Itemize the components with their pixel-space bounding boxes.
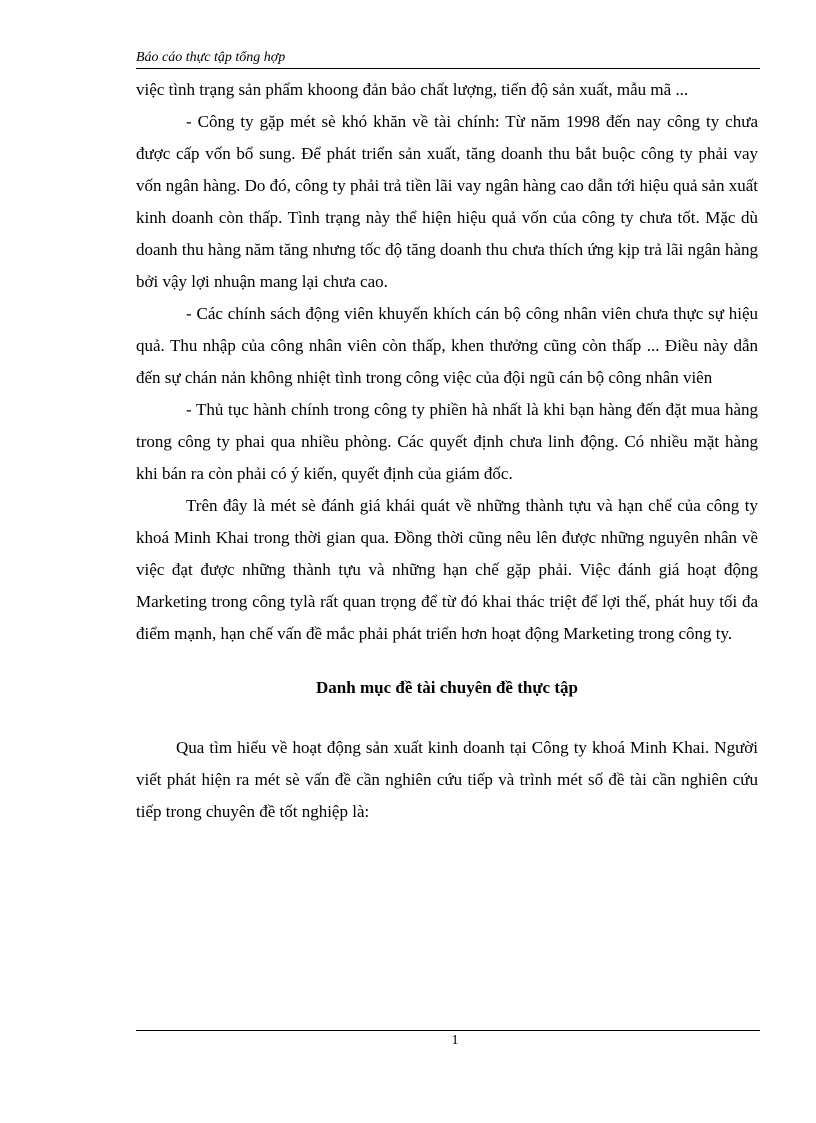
page-header bbox=[136, 48, 760, 69]
paragraph-summary: Trên đây là mét sè đánh giá khái quát về những thành tựu và hạn chế của công ty khoá Minh Khai trong thời gian qua. Đồng thời cũng nêu lên được những nguyên nhân về việc đạt được những thành tựu và những hạn chế gặp phải. Việc đánh giá hoạt động Marketing trong công tylà rất quan trọng để từ đó khai thác triệt để lợi thế, phát huy tối đa điểm mạnh, hạn chế vấn đề mắc phải phát triển hơn hoạt động Marketing trong công ty. bbox=[136, 496, 758, 643]
paragraph-incentives: - Các chính sách động viên khuyến khích cán bộ công nhân viên chưa thực sự hiệu quả. Thu nhập của công nhân viên còn thấp, khen thưởng cũng còn thấp ... Điều này dẫn đến sự chán nản không nhiệt tình trong công việc của đội ngũ cán bộ công nhân viên bbox=[136, 304, 758, 387]
paragraph-continuation: việc tình trạng sản phẩm khoong đản bảo chất lượng, tiến độ sản xuất, mẫu mã ... bbox=[136, 80, 689, 99]
paragraph-finance: - Công ty gặp mét sè khó khăn về tài chính: Từ năm 1998 đến nay công ty chưa được cấp vốn bổ sung. Để phát triển sản xuất, tăng doanh thu bắt buộc công ty phải vay vốn ngân hàng. Do đó, công ty phải trả tiền lãi vay ngân hàng cao dẫn tới hiệu quả sản xuất kinh doanh còn thấp. Tình trạng này thể hiện hiệu quả vốn của công ty chưa tốt. Mặc dù doanh thu hàng năm tăng nhưng tốc độ tăng doanh thu chưa thích ứng kịp trả lãi ngân hàng bởi vậy lợi nhuận mang lại chưa cao. bbox=[136, 112, 758, 291]
footer-rule bbox=[136, 1030, 760, 1031]
paragraph-procedures: - Thủ tục hành chính trong công ty phiền hà nhất là khi bạn hàng đến đặt mua hàng trong công ty phai qua nhiều phòng. Các quyết định chưa linh động. Có nhiều mặt hàng khi bán ra còn phải có ý kiến, quyết định của giám đốc. bbox=[136, 400, 758, 483]
header-title: Báo cáo thực tập tổng hợp bbox=[136, 50, 286, 65]
document-body bbox=[136, 74, 758, 828]
page-number: 1 bbox=[451, 1033, 459, 1048]
section-heading: Danh mục đề tài chuyên đề thực tập bbox=[316, 678, 578, 697]
paragraph-topics-intro: Qua tìm hiểu về hoạt động sản xuất kinh doanh tại Công ty khoá Minh Khai. Người viết phát hiện ra mét sè vấn đề cần nghiên cứu tiếp và trình mét số đề tài cần nghiên cứu tiếp trong chuyên đề tốt nghiệp là: bbox=[136, 738, 758, 821]
